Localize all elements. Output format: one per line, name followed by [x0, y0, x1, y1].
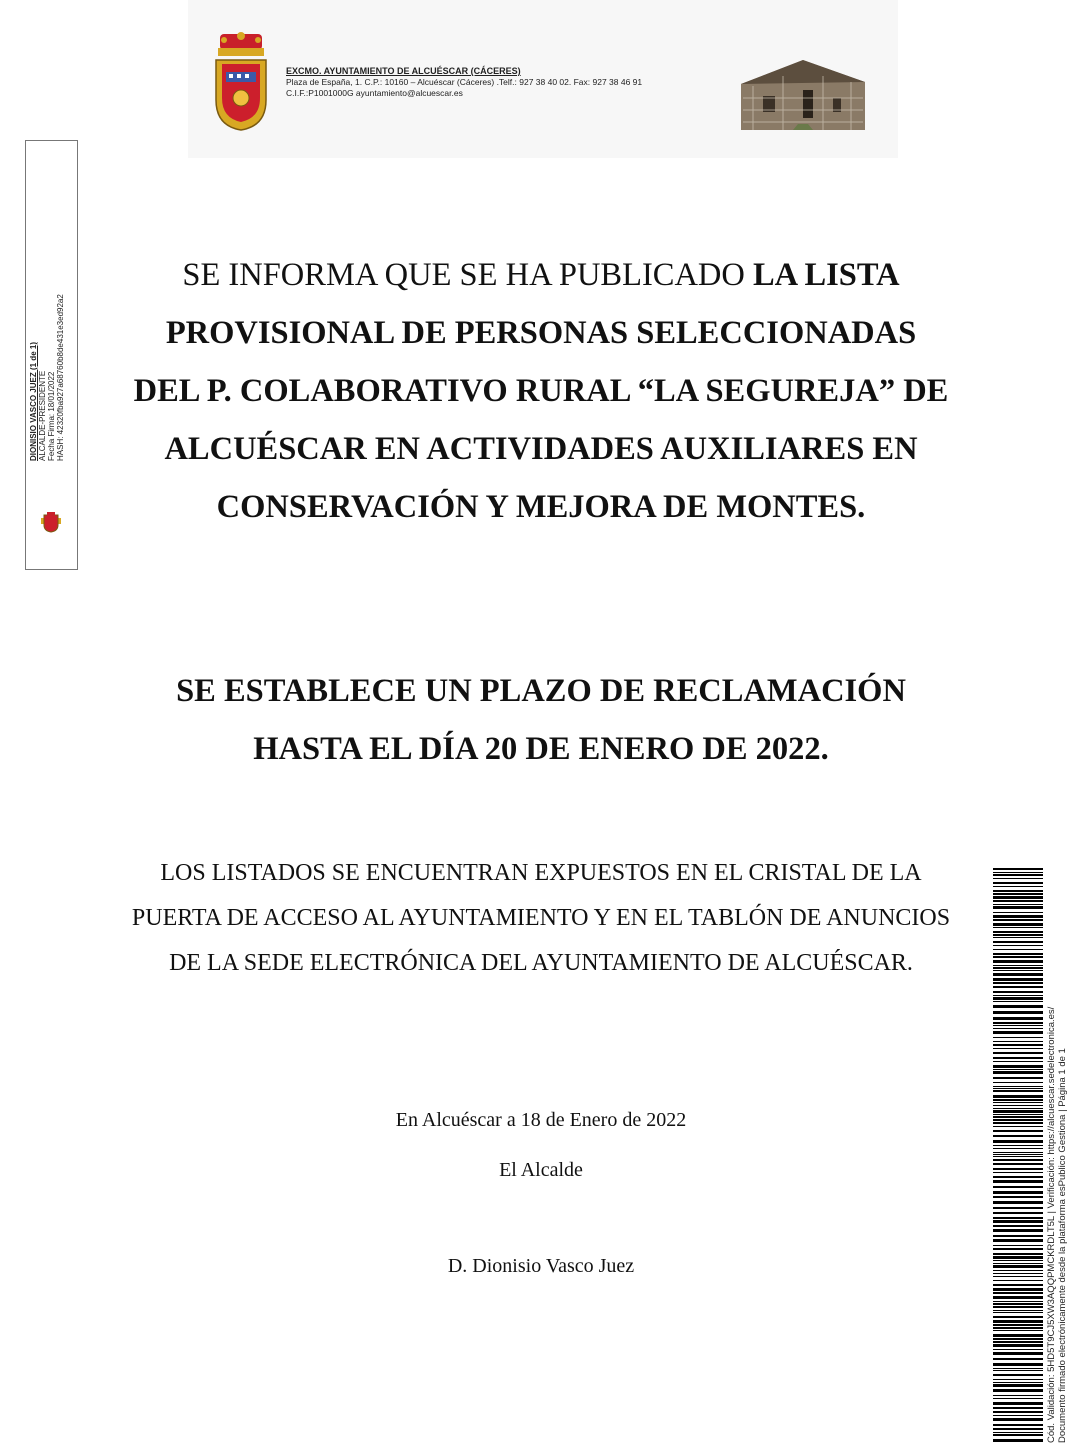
church-illustration: [733, 52, 873, 132]
letterhead-text: [286, 66, 642, 99]
letterhead-contact: C.I.F.:P1001000G ayuntamiento@alcuescar.es: [286, 88, 463, 98]
letterhead: [188, 0, 898, 158]
announcement-bold: LA LISTA PROVISIONAL DE PERSONAS SELECCIONADAS DEL P. COLABORATIVO RURAL “LA SEGUREJA” DE ALCUÉSCAR EN ACTIVIDADES AUXILIARES EN CONSERVACIÓN Y MEJORA DE MONTES.: [133, 257, 949, 525]
signer-role: El Alcalde: [499, 1159, 583, 1181]
verification-text: [1046, 923, 1068, 1443]
stamp-hash: HASH: 42320fba927a68760b8de431e3ed92a2: [56, 294, 65, 461]
coat-of-arms-logo: [210, 30, 272, 134]
signature-stamp-text: [29, 161, 65, 461]
stamp-role: ALCALDE-PRESIDENTE: [38, 370, 47, 461]
verification-line1: Cód. Validación: 5HD5T9CJ5XW3AQQPMCKRDLT5L | Verificación: https://alcuescar.sedelectronica.es/: [1046, 1006, 1057, 1443]
announcement-paragraph: [130, 246, 952, 536]
listings-paragraph: LOS LISTADOS SE ENCUENTRAN EXPUESTOS EN EL CRISTAL DE LA PUERTA DE ACCESO AL AYUNTAMIENTO Y EN EL TABLÓN DE ANUNCIOS DE LA SEDE ELECTRÓNICA DEL AYUNTAMIENTO DE ALCUÉSCAR.: [131, 860, 951, 976]
stamp-name: DIONISIO VASCO JUEZ (1 de 1): [29, 342, 38, 461]
stamp-date: Fecha Firma: 18/01/2022: [47, 371, 56, 461]
stamp-crest-icon: [39, 509, 63, 533]
place-date: En Alcuéscar a 18 de Enero de 2022: [395, 1109, 687, 1131]
letterhead-address: Plaza de España, 1. C.P.: 10160 – Alcuéscar (Cáceres) .Telf.: 927 38 40 02. Fax: 927 38 46 91: [286, 77, 643, 87]
signature-stamp: [25, 140, 78, 570]
letterhead-title: EXCMO. AYUNTAMIENTO DE ALCUÉSCAR (CÁCERES): [286, 66, 521, 76]
signer-name: D. Dionisio Vasco Juez: [447, 1255, 635, 1277]
deadline-paragraph: SE ESTABLECE UN PLAZO DE RECLAMACIÓN HASTA EL DÍA 20 DE ENERO DE 2022.: [176, 673, 906, 767]
verification-line2: Documento firmado electrónicamente desde la plataforma esPublico Gestiona | Página 1 de 1: [1057, 1048, 1068, 1443]
announcement-intro: SE INFORMA QUE SE HA PUBLICADO: [182, 257, 753, 293]
barcode: [993, 868, 1043, 1443]
